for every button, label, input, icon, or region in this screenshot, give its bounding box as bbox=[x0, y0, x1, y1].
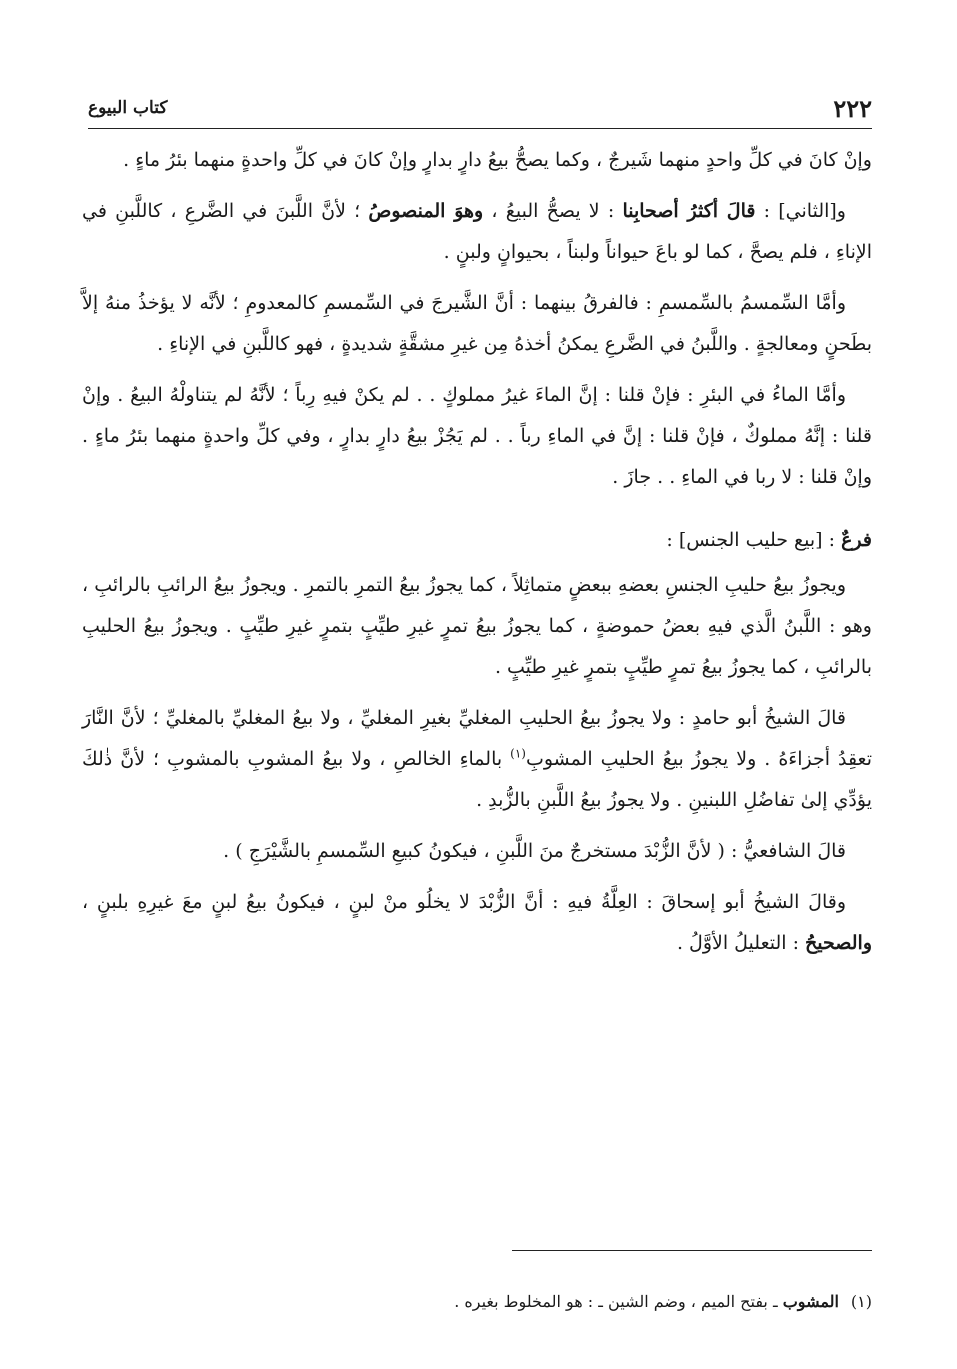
section-heading bbox=[82, 520, 872, 561]
paragraph-text: ؛ لأنَّ اللَّبنَ في الضَّرعِ ، كاللَّبنِ في الإناءِ ، فلم يصحَّ ، كما لو باعَ حيواناً ولبناً ، بحيوانٍ ولبنٍ . bbox=[82, 200, 872, 263]
paragraph: قالَ الشافعيُّ : ( لأنَّ الزُّبْدَ مستخرجٌ منَ اللَّبنِ ، فيكونُ كبيعِ السِّمسمِ بالشَّيْرَجِ ) . bbox=[223, 840, 846, 862]
heading-label: فرعٌ bbox=[841, 529, 872, 551]
page-number: ٢٢٢ bbox=[833, 94, 872, 123]
paragraph: وأمَّا الماءُ في البئرِ : فإنْ قلنا : إنَّ الماءَ غيرُ مملوكٍ . . لم يكنْ فيهِ رِباً ؛ لأنَّهُ لم يتناولْهُ البيعُ . وإنْ قلنا : إنَّهُ مملوكٌ ، فإنْ قلنا : إنَّ في الماءِ رباً . . لم يَجُزْ بيعُ دارٍ بدارٍ ، وفي كلِّ واحدةٍ منهما بئرُ ماءٍ . وإنْ قلنا : لا ربا في الماءِ . . جازَ . bbox=[82, 384, 872, 488]
heading-title: : [بيع حليب الجنس] : bbox=[666, 529, 842, 551]
footnote-reference[interactable]: (١) bbox=[510, 746, 526, 761]
paragraph-text: وقالَ الشيخُ أبو إسحاقَ : العِلَّةُ فيهِ : أنَّ الزُّبْدَ لا يخلُو منْ لبنٍ ، فيكونُ بيعُ لبنٍ معَ غيرِهِ بلبنٍ ، bbox=[82, 891, 846, 913]
paragraph bbox=[82, 191, 872, 273]
page-header bbox=[88, 90, 872, 129]
bold-phrase: وهوَ المنصوصُ bbox=[368, 200, 484, 222]
footnote-term: المشوب bbox=[782, 1292, 839, 1311]
running-title: كتاب البيوع bbox=[88, 98, 168, 118]
footnote-text: ـ بفتح الميم ، وضم الشين ـ : هو المخلوط بغيره . bbox=[454, 1292, 783, 1311]
footnote-number: (١) bbox=[850, 1292, 872, 1311]
paragraph bbox=[82, 882, 872, 964]
paragraph-text: قالَ الشيخُ أبو حامدٍ : ولا يجوزُ بيعُ الحليبِ المغليِّ بغيرِ المغليِّ ، ولا بيعُ المغليِّ بالمغليِّ ؛ لأنَّ النَّارَ تعقِدُ أجزاءَهُ . ولا يجوزُ بيعُ الحليبِ المشوبِ bbox=[82, 707, 873, 770]
paragraph: وأمَّا السِّمسمُ بالسِّمسمِ : فالفرقُ بينهما : أنَّ الشَّيرجَ في السِّمسمِ كالمعدومِ ؛ لأنَّه لا يؤخذُ منهُ إلاَّ بطَحنٍ ومعالجةٍ . واللَّبنُ في الضَّرعِ يمكنُ أخذهُ مِن غيرِ مشقَّةٍ شديدةٍ ، فهو كاللَّبنِ في الإناءِ . bbox=[82, 292, 872, 355]
paragraph: وإنْ كانَ في كلِّ واحدٍ منهما شَيرجٌ ، وكما يصحُّ بيعُ دارٍ بدارٍ وإنْ كانَ في كلِّ واحدةٍ منهما بئرُ ماءٍ . bbox=[123, 149, 872, 171]
paragraph-text: و[الثاني] : bbox=[755, 200, 846, 222]
footnote-divider bbox=[512, 1250, 872, 1251]
paragraph-text: : لا يصحُّ البيعُ ، bbox=[483, 200, 623, 222]
paragraph: ويجوزُ بيعُ حليبِ الجنسِ بعضهِ ببعضٍ متماثِلاً ، كما يجوزُ بيعُ التمرِ بالتمرِ . ويجوزُ بيعُ الرائبِ بالرائبِ ، وهو : اللَّبنُ الَّذي فيهِ بعضُ حموضةٍ ، كما يجوزُ بيعُ تمرٍ غيرِ طيِّبٍ بتمرٍ غيرِ طيِّبٍ . ويجوزُ بيعُ الحليبِ بالرائبِ ، كما يجوزُ بيعُ تمرٍ طيِّبٍ بتمرٍ غيرِ طيِّبٍ . bbox=[82, 574, 872, 678]
paragraph-text: بالماءِ الخالصِ ، ولا بيعُ المشوبِ بالمشوبِ ؛ لأنَّ ذٰلكَ يؤدِّي إلىٰ تفاضُلِ اللبنينِ . ولا يجوزُ بيعُ اللَّبنِ بالزُّبدِ . bbox=[82, 748, 872, 811]
paragraph-text: : التعليلُ الأوَّلُ . bbox=[676, 932, 806, 954]
bold-phrase: قالَ أكثرُ أصحابِنا bbox=[622, 200, 756, 222]
paragraph bbox=[82, 698, 872, 821]
footnote bbox=[300, 1290, 872, 1314]
page-body bbox=[82, 140, 872, 974]
bold-phrase: والصحيحُ bbox=[805, 932, 872, 954]
